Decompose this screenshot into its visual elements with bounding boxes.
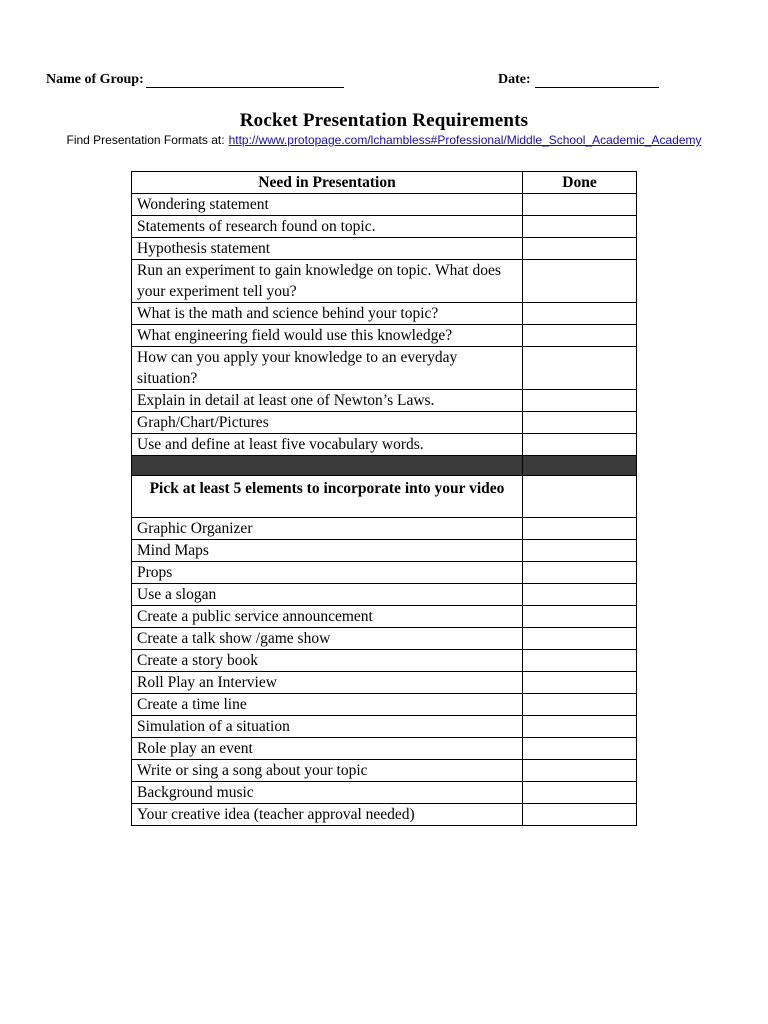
- element-cell: Props: [132, 562, 523, 584]
- group-name-field[interactable]: [46, 72, 344, 88]
- requirement-cell: How can you apply your knowledge to an everyday situation?: [132, 347, 523, 390]
- date-blank[interactable]: [535, 73, 659, 88]
- formats-label: Find Presentation Formats at:: [66, 133, 225, 147]
- done-cell[interactable]: [523, 804, 637, 826]
- done-cell[interactable]: [523, 562, 637, 584]
- requirement-cell: Graph/Chart/Pictures: [132, 412, 523, 434]
- requirement-cell: Hypothesis statement: [132, 238, 523, 260]
- date-label: Date:: [498, 72, 531, 87]
- divider-cell: [132, 456, 523, 476]
- table-row: [132, 782, 637, 804]
- divider-row: [132, 456, 637, 476]
- table-row: [132, 434, 637, 456]
- table-row: [132, 260, 637, 303]
- element-cell: Create a talk show /game show: [132, 628, 523, 650]
- table-row: [132, 390, 637, 412]
- done-cell[interactable]: [523, 650, 637, 672]
- requirement-cell: Wondering statement: [132, 194, 523, 216]
- table-header-row: [132, 172, 637, 194]
- group-name-blank[interactable]: [146, 73, 344, 88]
- group-name-label: Name of Group:: [46, 72, 144, 87]
- formats-link[interactable]: http://www.protopage.com/lchambless#Professional/Middle_School_Academic_Academy: [228, 133, 702, 147]
- done-cell[interactable]: [523, 238, 637, 260]
- requirement-cell: Use and define at least five vocabulary words.: [132, 434, 523, 456]
- done-cell[interactable]: [523, 325, 637, 347]
- header-line: [46, 72, 658, 92]
- done-cell[interactable]: [523, 628, 637, 650]
- table-row: [132, 694, 637, 716]
- done-cell[interactable]: [523, 412, 637, 434]
- table-row: [132, 716, 637, 738]
- table-row: [132, 804, 637, 826]
- table-row: [132, 606, 637, 628]
- element-cell: Create a story book: [132, 650, 523, 672]
- table-row: [132, 760, 637, 782]
- requirement-cell: Statements of research found on topic.: [132, 216, 523, 238]
- table-row: [132, 540, 637, 562]
- formats-line: [0, 133, 768, 147]
- elements-header-row: [132, 476, 637, 518]
- requirement-cell: Explain in detail at least one of Newton’s Laws.: [132, 390, 523, 412]
- element-cell: Create a public service announcement: [132, 606, 523, 628]
- table-row: [132, 584, 637, 606]
- done-cell[interactable]: [523, 216, 637, 238]
- done-cell[interactable]: [523, 584, 637, 606]
- requirement-cell: Run an experiment to gain knowledge on topic. What does your experiment tell you?: [132, 260, 523, 303]
- element-cell: Write or sing a song about your topic: [132, 760, 523, 782]
- table-row: [132, 628, 637, 650]
- done-cell[interactable]: [523, 606, 637, 628]
- table-row: [132, 238, 637, 260]
- element-cell: Role play an event: [132, 738, 523, 760]
- table-row: [132, 650, 637, 672]
- element-cell: Mind Maps: [132, 540, 523, 562]
- table-row: [132, 412, 637, 434]
- element-cell: Roll Play an Interview: [132, 672, 523, 694]
- element-cell: Graphic Organizer: [132, 518, 523, 540]
- table-row: [132, 738, 637, 760]
- requirement-cell: What engineering field would use this knowledge?: [132, 325, 523, 347]
- done-cell[interactable]: [523, 540, 637, 562]
- date-field[interactable]: [498, 72, 659, 88]
- done-cell[interactable]: [523, 738, 637, 760]
- table-row: [132, 347, 637, 390]
- done-cell[interactable]: [523, 672, 637, 694]
- page-title: Rocket Presentation Requirements: [239, 110, 529, 131]
- need-column-header: Need in Presentation: [132, 172, 523, 194]
- requirements-table: [131, 171, 637, 826]
- done-cell[interactable]: [523, 260, 637, 303]
- table-row: [132, 325, 637, 347]
- element-cell: Background music: [132, 782, 523, 804]
- done-cell[interactable]: [523, 716, 637, 738]
- requirement-cell: What is the math and science behind your topic?: [132, 303, 523, 325]
- done-cell[interactable]: [523, 347, 637, 390]
- element-cell: Create a time line: [132, 694, 523, 716]
- table-row: [132, 194, 637, 216]
- element-cell: Simulation of a situation: [132, 716, 523, 738]
- done-cell[interactable]: [523, 782, 637, 804]
- table-row: [132, 562, 637, 584]
- done-cell[interactable]: [523, 760, 637, 782]
- table-row: [132, 303, 637, 325]
- element-cell: Your creative idea (teacher approval needed): [132, 804, 523, 826]
- done-cell[interactable]: [523, 434, 637, 456]
- done-cell[interactable]: [523, 518, 637, 540]
- done-column-header: Done: [523, 172, 637, 194]
- done-cell[interactable]: [523, 303, 637, 325]
- done-cell[interactable]: [523, 694, 637, 716]
- done-cell: [523, 476, 637, 518]
- table-row: [132, 672, 637, 694]
- table-row: [132, 216, 637, 238]
- done-cell[interactable]: [523, 194, 637, 216]
- elements-header: Pick at least 5 elements to incorporate into your video: [132, 476, 523, 518]
- element-cell: Use a slogan: [132, 584, 523, 606]
- done-cell[interactable]: [523, 390, 637, 412]
- table-row: [132, 518, 637, 540]
- divider-cell: [523, 456, 637, 476]
